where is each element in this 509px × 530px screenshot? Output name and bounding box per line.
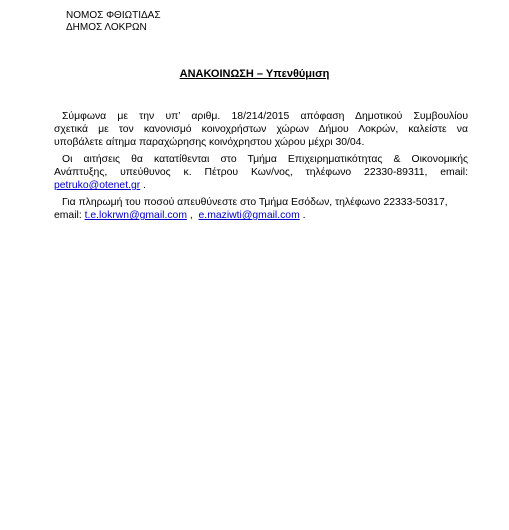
paragraph-1-line-1: Σύμφωνα με την υπ’ αριθμ. 18/214/2015 απόφαση Δημοτικού Συμβουλίου <box>62 111 468 122</box>
paragraph-1-line-2: σχετικά με τον κανονισμό κοινοχρήστων χώρων Δήμου Λοκρών, καλείστε να <box>54 124 468 135</box>
email-prefix: email: <box>54 210 85 221</box>
header-line-municipality: ΔΗΜΟΣ ΛΟΚΡΩΝ <box>66 22 147 33</box>
announcement-title: ΑΝΑΚΟΙΝΩΣΗ – Υπενθύμιση <box>179 68 330 80</box>
email-link-petruko[interactable]: petruko@otenet.gr <box>54 180 141 191</box>
paragraph-2-line-2: Ανάπτυξης, υπεύθυνος κ. Πέτρου Κων/νος, τηλέφωνο 22330-89311, email: <box>54 167 468 178</box>
paragraph-3-end: . <box>299 210 306 221</box>
paragraph-3 <box>54 196 468 222</box>
email-separator: , <box>186 210 199 221</box>
paragraph-2-line-1: Οι αιτήσεις θα κατατίθενται στο Τμήμα Επιχειρηματικότητας & Οικονομικής <box>62 154 468 165</box>
paragraph-2-end: . <box>140 180 147 191</box>
paragraph-2 <box>54 153 468 192</box>
paragraph-3-line-2 <box>54 209 468 222</box>
email-link-maziwti[interactable]: e.maziwti@gmail.com <box>198 210 300 221</box>
paragraph-3-line-1: Για πληρωμή του ποσού απευθύνεστε στο Τμήμα Εσόδων, τηλέφωνο 22333-50317, <box>62 197 448 208</box>
paragraph-1-line-3: υποβάλετε αίτημα παραχώρησης κοινόχρηστου χώρου μέχρι 30/04. <box>54 137 365 148</box>
header-line-prefecture: ΝΟΜΟΣ ΦΘΙΩΤΙΔΑΣ <box>66 10 161 21</box>
paragraph-2-line-3 <box>54 179 468 192</box>
email-link-tax-office[interactable]: t.e.lokrwn@gmail.com <box>84 210 187 221</box>
paragraph-1 <box>54 110 468 149</box>
